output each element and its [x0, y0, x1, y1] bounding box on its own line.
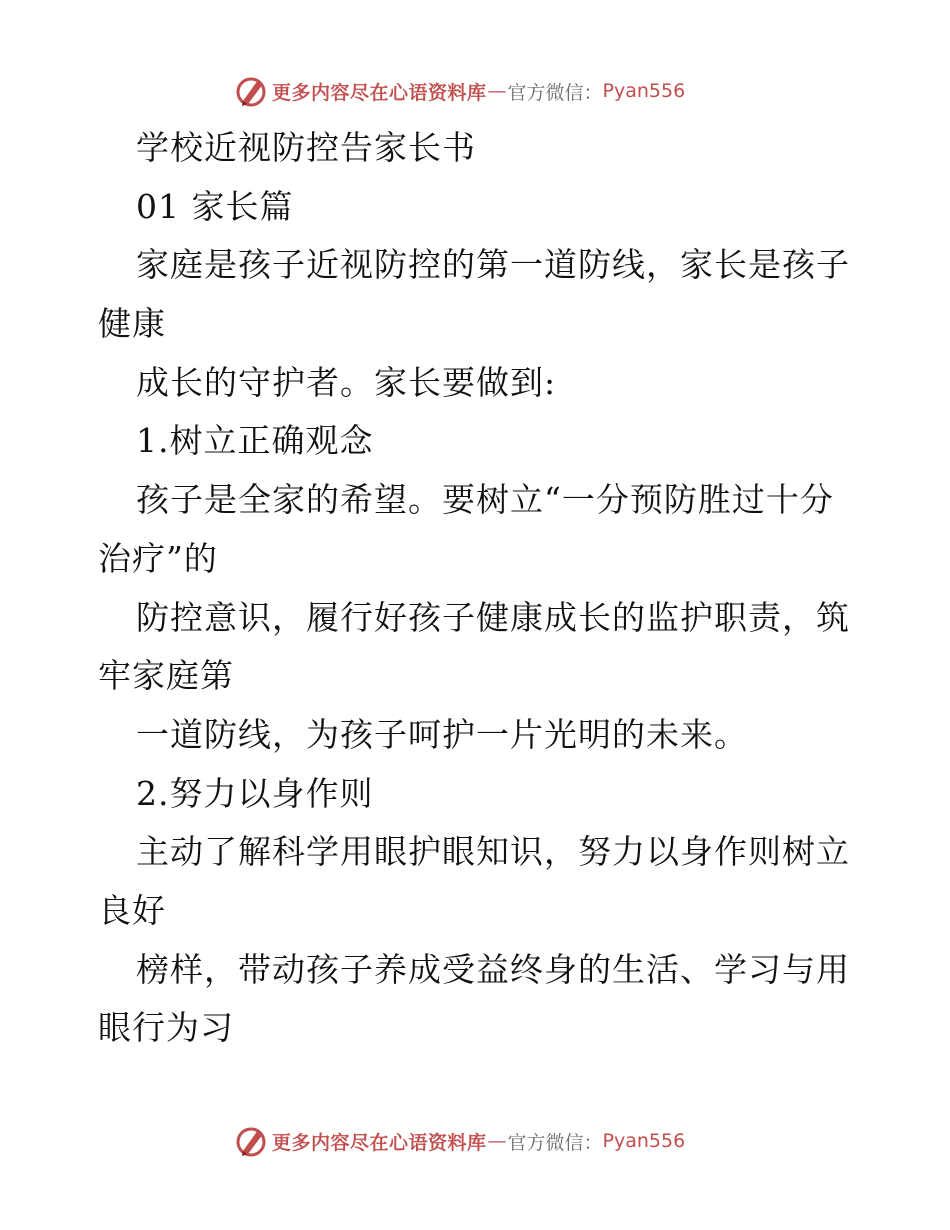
- paragraph-line: 眼行为习: [98, 1008, 234, 1048]
- document-body: [98, 119, 858, 1058]
- watermark-account: Pyan556: [602, 1130, 686, 1152]
- watermark-dash: —: [487, 1130, 507, 1152]
- paragraph-line: 牢家庭第: [98, 656, 234, 696]
- watermark-brand: 更多内容尽在心语资料库: [272, 81, 487, 104]
- watermark-label: 官方微信：: [507, 1131, 603, 1154]
- pen-logo-icon: [234, 1124, 268, 1158]
- pen-logo-icon: [234, 74, 268, 108]
- watermark-account: Pyan556: [602, 80, 686, 102]
- paragraph-line: 主动了解科学用眼护眼知识，努力以身作则树立: [136, 832, 850, 872]
- paragraph-line: 良好: [98, 890, 166, 930]
- footer-watermark: [234, 1124, 685, 1158]
- subsection-heading: 1.树立正确观念: [136, 421, 374, 461]
- paragraph-line: 榜样，带动孩子养成受益终身的生活、学习与用: [136, 949, 850, 989]
- header-watermark: [234, 74, 685, 108]
- paragraph-line: 健康: [98, 304, 166, 344]
- watermark-dash: —: [487, 80, 507, 102]
- paragraph-line: 治疗”的: [98, 538, 218, 578]
- watermark-label: 官方微信：: [507, 81, 603, 104]
- watermark-brand: 更多内容尽在心语资料库: [272, 1131, 487, 1154]
- subsection-heading: 2.努力以身作则: [136, 773, 374, 813]
- paragraph-line: 成长的守护者。家长要做到:: [136, 362, 557, 402]
- section-heading: 01 家长篇: [136, 186, 294, 226]
- document-title: 学校近视防控告家长书: [136, 128, 476, 167]
- paragraph-line: 孩子是全家的希望。要树立“一分预防胜过十分: [136, 480, 834, 520]
- paragraph-line: 一道防线，为孩子呵护一片光明的未来。: [136, 714, 748, 754]
- paragraph-line: 家庭是孩子近视防控的第一道防线，家长是孩子: [136, 245, 850, 285]
- paragraph-line: 防控意识，履行好孩子健康成长的监护职责，筑: [136, 597, 850, 637]
